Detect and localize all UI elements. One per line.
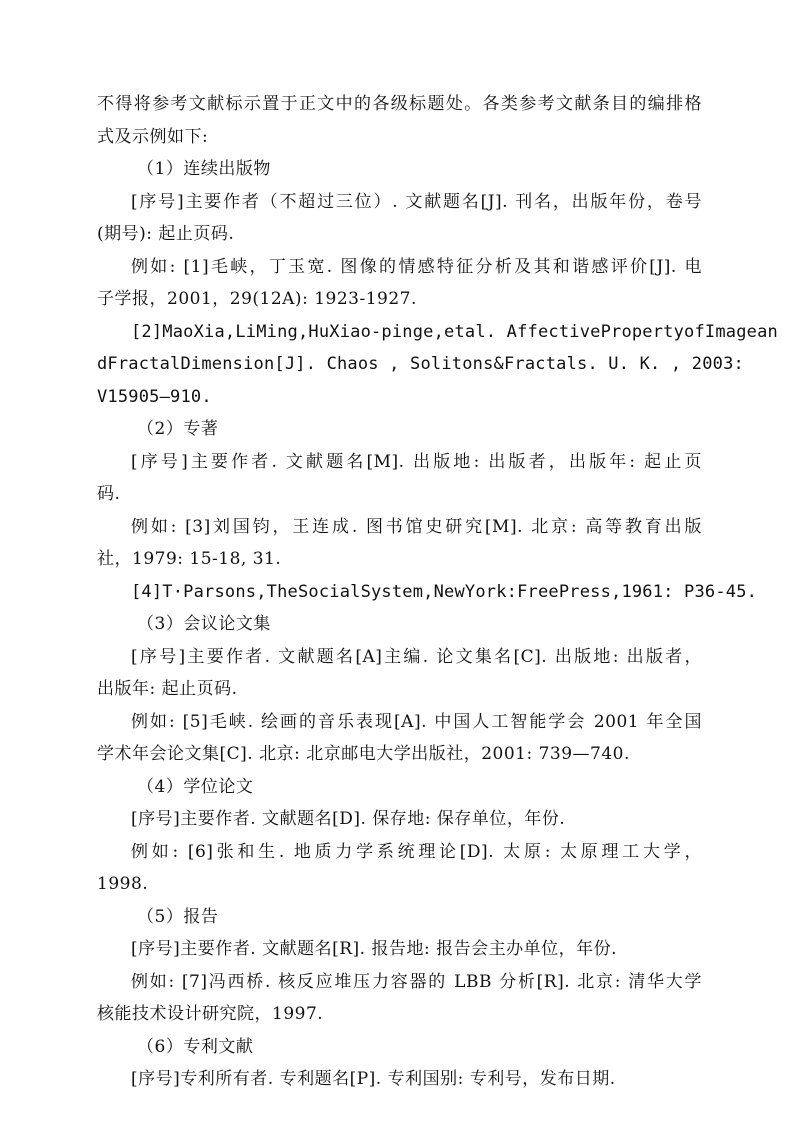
example-line: 核能技术设计研究院，1997.: [97, 1004, 324, 1024]
paragraph-line: 不得将参考文献标示置于正文中的各级标题处。各类参考文献条目的编排格: [97, 94, 702, 114]
format-line: [序号]专利所有者. 专利题名[P]. 专利国别: 专利号，发布日期.: [131, 1069, 616, 1089]
section-heading-serials: （1）连续出版物: [137, 159, 271, 179]
example-line: 例如: [7]冯西桥. 核反应堆压力容器的 LBB 分析[R]. 北京: 清华大学: [131, 971, 702, 992]
document-page: [97, 88, 778, 1096]
section-heading-reports: （5）报告: [137, 906, 219, 927]
example-line: 学术年会论文集[C]. 北京: 北京邮电大学出版社，2001: 739—740.: [97, 744, 630, 764]
example-line: 社，1979: 15-18, 31.: [97, 549, 282, 569]
example-line: 例如: [5]毛峡. 绘画的音乐表现[A]. 中国人工智能学会 2001 年全国: [131, 711, 702, 732]
format-line: [序号]主要作者. 文献题名[M]. 出版地: 出版者，出版年: 起止页: [131, 451, 702, 472]
example-line: 例如: [3]刘国钧，王连成. 图书馆史研究[M]. 北京: 高等教育出版: [131, 516, 702, 537]
section-heading-monographs: （2）专著: [137, 419, 219, 439]
format-line: [序号]主要作者（不超过三位）. 文献题名[J]. 刊名，出版年份，卷号: [131, 191, 702, 212]
format-line: [序号]主要作者. 文献题名[A]主编. 论文集名[C]. 出版地: 出版者，: [131, 646, 702, 667]
format-line: 出版年: 起止页码.: [97, 679, 238, 699]
example-line: [4]T·Parsons,TheSocialSystem,NewYork:FreePress,1961: P36-45.: [131, 581, 758, 602]
example-line: 子学报，2001，29(12A): 1923-1927.: [97, 289, 417, 309]
format-line: 码.: [97, 484, 121, 504]
example-line: V15905—910.: [97, 386, 212, 407]
format-line: [序号]主要作者. 文献题名[R]. 报告地: 报告会主办单位，年份.: [131, 939, 617, 959]
example-line: dFractalDimension[J]. Chaos , Solitons&Fractals. U. K. , 2003:: [97, 354, 744, 374]
section-heading-patents: （6）专利文献: [137, 1036, 254, 1057]
format-line: [序号]主要作者. 文献题名[D]. 保存地: 保存单位，年份.: [131, 809, 566, 829]
format-line: (期号): 起止页码.: [97, 224, 235, 244]
example-line: [2]MaoXia,LiMing,HuXiao-pinge,etal. AffectivePropertyofImagean: [131, 321, 778, 342]
section-heading-theses: （4）学位论文: [137, 776, 254, 797]
example-line: 例如: [1]毛峡，丁玉宽. 图像的情感特征分析及其和谐感评价[J]. 电: [131, 256, 702, 277]
example-line: 例如: [6]张和生. 地质力学系统理论[D]. 太原: 太原理工大学，: [131, 841, 702, 862]
section-heading-proceedings: （3）会议论文集: [137, 614, 271, 634]
example-line: 1998.: [97, 874, 149, 894]
paragraph-line: 式及示例如下:: [97, 126, 209, 147]
